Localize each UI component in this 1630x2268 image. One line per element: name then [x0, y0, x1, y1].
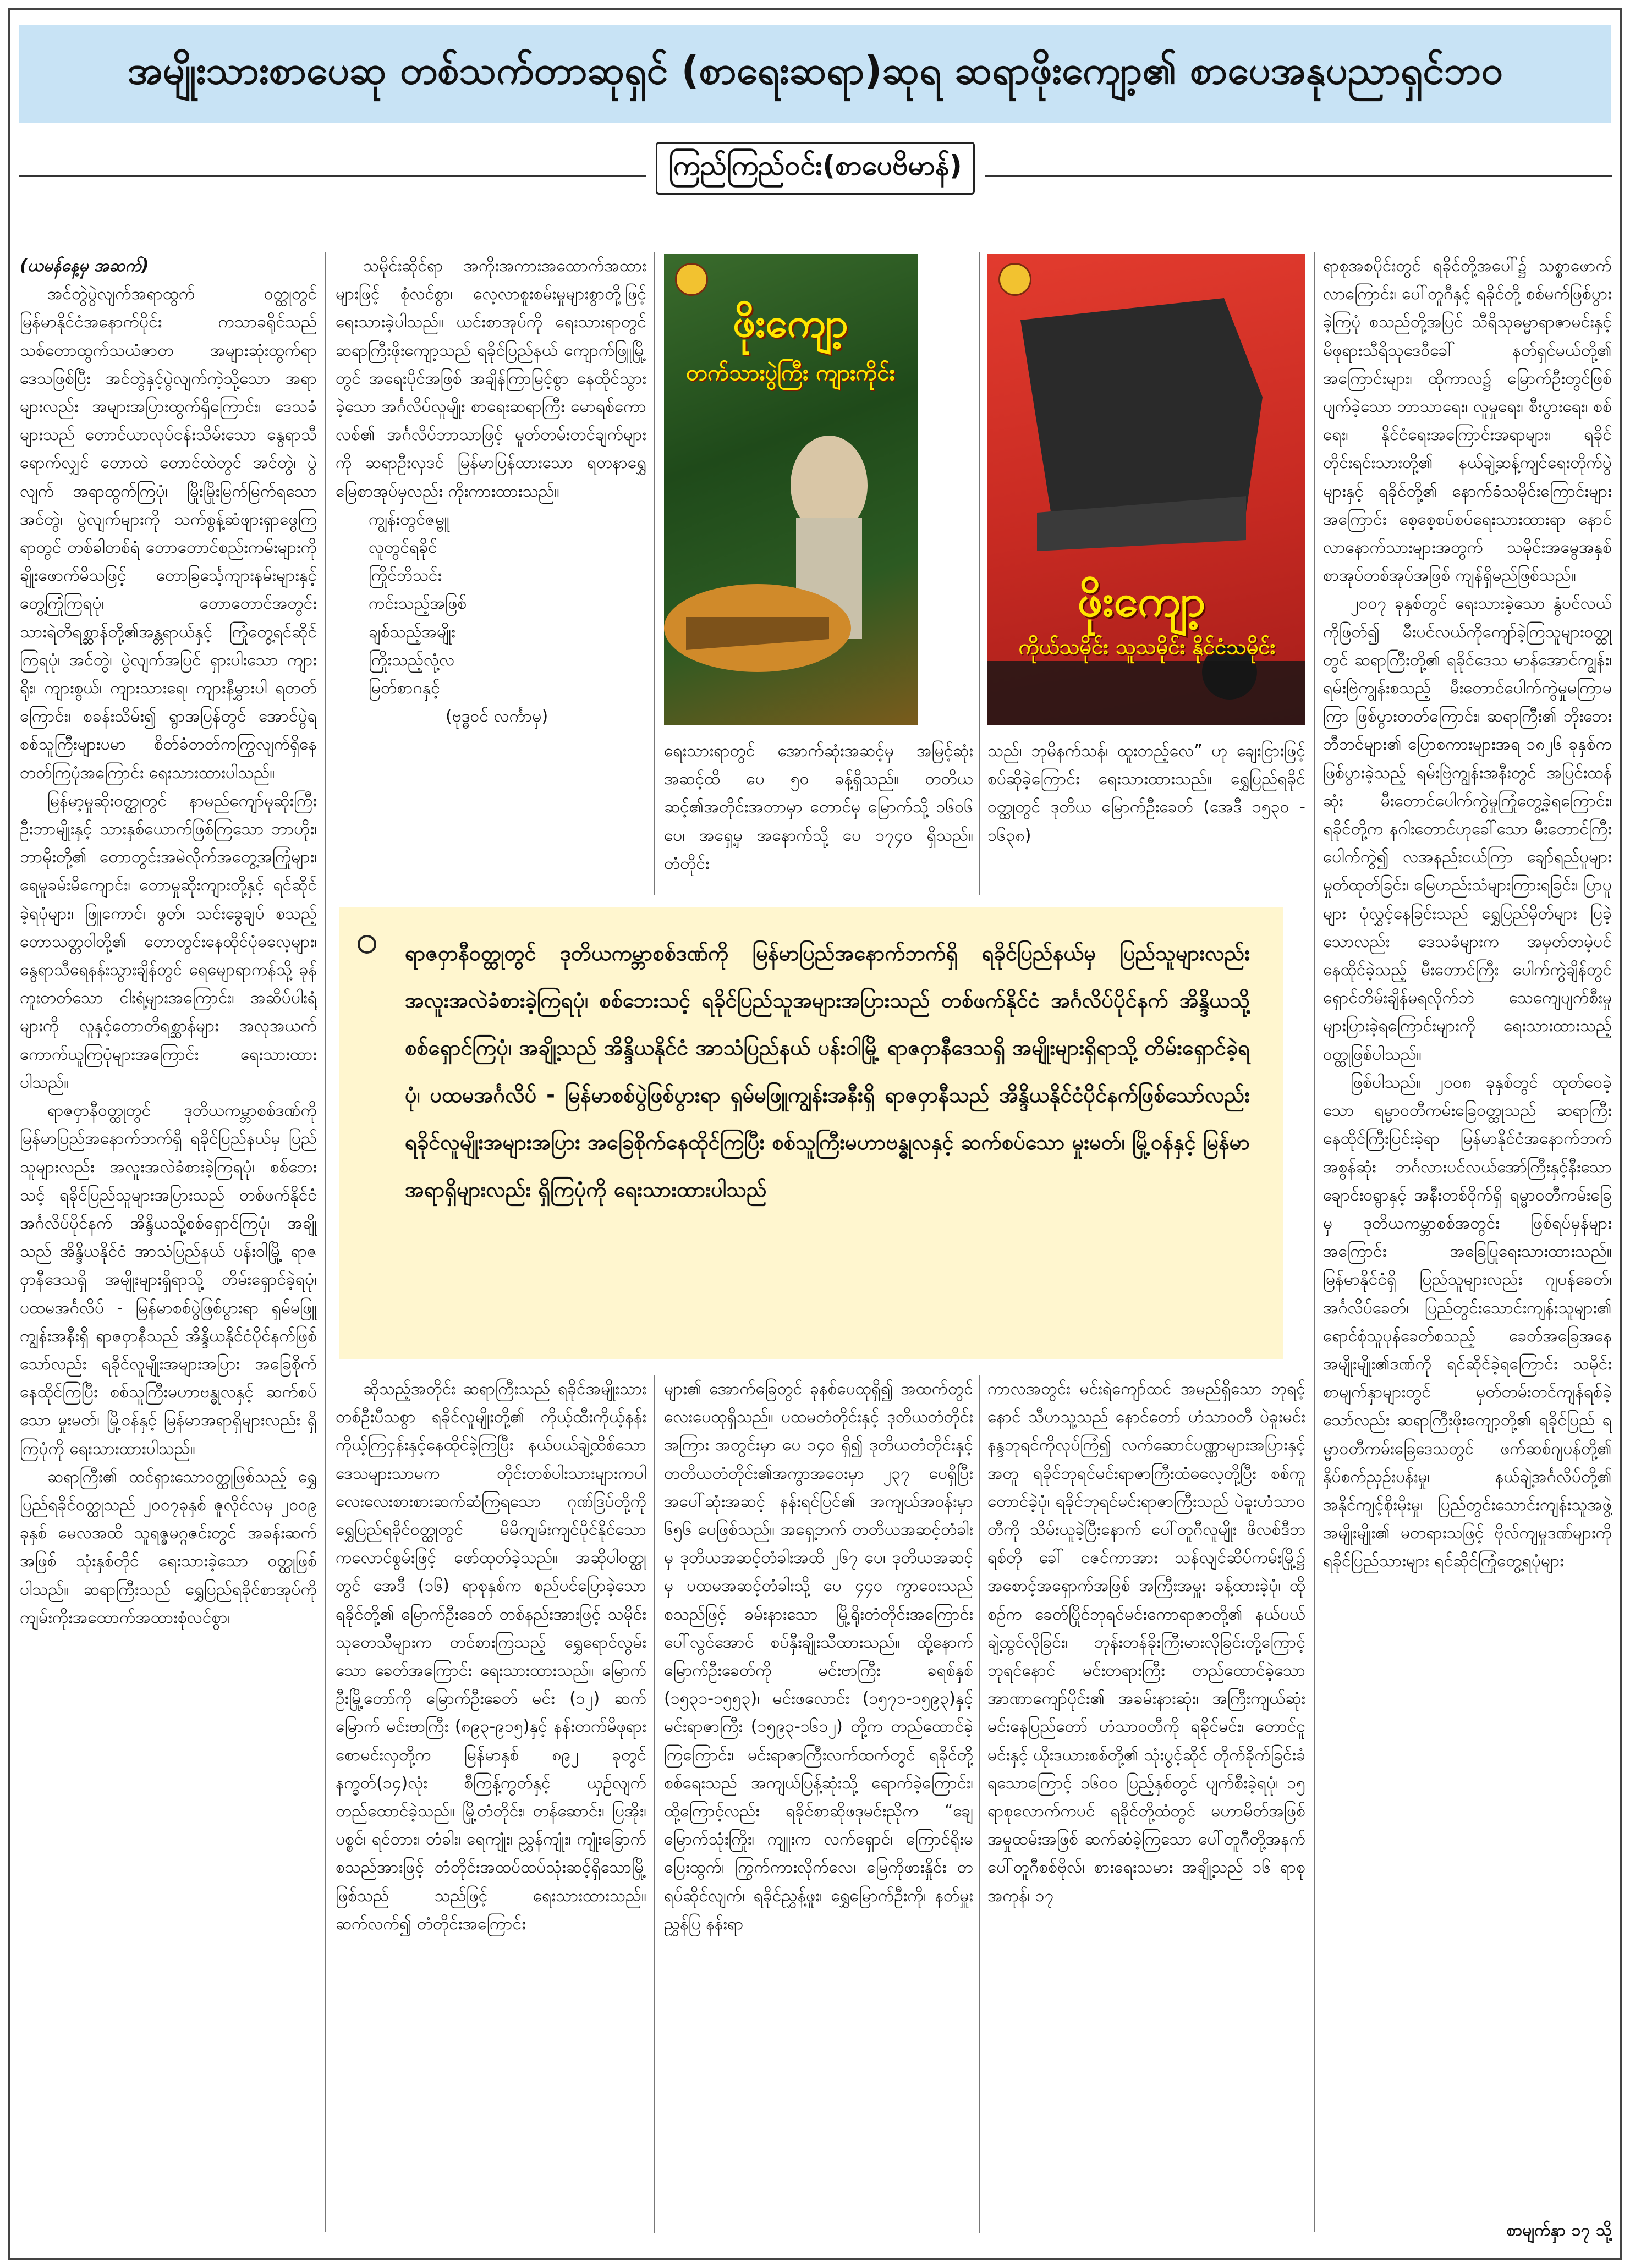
cover1-title: တက်သားပွဲကြီး ကျားကိုင်း: [686, 360, 895, 386]
lower-column-3: [664, 1375, 973, 2233]
article-title: အမျိုးသားစာပေဆု တစ်သက်တာဆုရှင် (စာရေးဆရာ)ဆုရ ဆရာဖိုးကျော့၏ စာပေအနုပညာရှင်ဘဝ: [127, 47, 1503, 93]
col1-paragraph: ဆရာကြီး၏ ထင်ရှားသောဝတ္ထုဖြစ်သည့် ရွှေပြည်ရခိုင်ဝတ္ထုသည် ၂၀၀၇ခုနှစ် ဇူလိုင်လမှ ၂၀၀၉ ခုနှစ် မေလအထိ သူရဇ္ဇမဂ္ဂဇင်းတွင် အခန်းဆက်အဖြစ် သုံးနှစ်တိုင် ရေးသားခဲ့သော ဝတ္ထုဖြစ်ပါသည်။ ဆရာကြီးသည် ရွှေပြည်ရခိုင်စာအုပ်ကို ကျမ်းကိုးအထောက်အထားစုံလင်စွာ၊: [20, 1467, 317, 1627]
col2-paragraph: သမိုင်းဆိုင်ရာ အကိုးအကားအထောက်အထားများဖြင့် စုံလင်စွာ၊ လေ့လာစူးစမ်းမှုများစွာတို့ဖြင့် ရေးသားခဲ့ပါသည်။ ယင်းစာအုပ်ကို ရေးသားရာတွင် ဆရာကြီးဖိုးကျော့သည် ရခိုင်ပြည်နယ် ကျောက်ဖြူမြို့တွင် အရေးပိုင်အဖြစ် အချိန်ကြာမြင့်စွာ နေထိုင်သွားခဲ့သော အင်္ဂလိပ်လူမျိုး စာရေးဆရာကြီး မောရစ်ကောလစ်၏ အင်္ဂလိပ်ဘာသာဖြင့် မူတ်တမ်းတင်ချက်များကို ဆရာဦးလှဒင် မြန်မာပြန်ထားသော ရတနာရွှေမြေစာအုပ်မှလည်း ကိုးကားထားသည်။: [336, 256, 646, 501]
col5-paragraph: ဖြစ်ပါသည်။ ၂၀၀၈ ခုနှစ်တွင် ထုတ်ဝေခဲ့သော ရမ္မာဝတီကမ်းခြေဝတ္ထုသည် ဆရာကြီးနေထိုင်ကြီးပြင်းခဲ့ရာ မြန်မာနိုင်ငံအနောက်ဘက်အစွန်ဆုံး ဘင်္ဂလားပင်လယ်အော်ကြီးနှင့်နီးသော ချောင်းဝရွာနှင့် အနီးတစ်ဝိုက်ရှိ ရမ္မာဝတီကမ်းခြေမှ ဒုတိယကမ္ဘာစစ်အတွင်း ဖြစ်ရပ်မှန်များအကြောင်း အခြေပြုရေးသားထားသည်။ မြန်မာနိုင်ငံရှိ ပြည်သူများလည်း ဂျပန်ခေတ်၊ အင်္ဂလိပ်ခေတ်၊ ပြည်တွင်းသောင်းကျန်းသူများ၏ ရောင်စုံသူပုန်ခေတ်စသည့် ခေတ်အခြေအနေအမျိုးမျိုး၏ဒဏ်ကို ရင်ဆိုင်ခဲ့ရကြောင်း သမိုင်းစာမျက်နှာများတွင် မှတ်တမ်းတင်ကျန်ရစ်ခဲ့သော်လည်း ဆရာကြီးဖိုးကျော့တို့၏ ရခိုင်ပြည် ရမ္မာဝတီကမ်းခြေဒေသတွင် ဖက်ဆစ်ဂျပန်တို့၏ နှိပ်စက်ညှဉ်းပန်းမှု၊ နယ်ချဲ့အင်္ဂလိပ်တို့၏ အနိုင်ကျင့်စိုးမိုးမှု၊ ပြည်တွင်းသောင်းကျန်းသူအဖွဲ့အမျိုးမျိုး၏ မတရားသဖြင့် ဗိုလ်ကျမှုဒဏ်များကို ရခိုင်ပြည်သားများ ရင်ဆိုင်ကြုံတွေ့ရပုံများ: [1323, 1072, 1612, 1571]
lower-column-2: [336, 1375, 646, 2233]
cover2-title: ကိုယ်သမိုင်း သူသမိုင်း နိုင်ငံသမိုင်း: [1018, 635, 1276, 659]
verse-source: (ဗုဒ္ဓဝင် လင်္ကာမှ): [446, 707, 548, 726]
cover2-author: ဖိုးကျော့: [1077, 575, 1206, 626]
col5-paragraph: ရာစုအစပိုင်းတွင် ရခိုင်တို့အပေါ်၌ သစ္စာဖောက်လာကြောင်း၊ ပေါ်တူဂီနှင့် ရခိုင်တို့ စစ်မက်ဖြစ်ပွားခဲ့ကြပုံ စသည်တို့အပြင် သီရိသုဓမ္မာရာဇာမင်းနှင့် မိဖုရားသီရိသုဒေဝီခေါ် နတ်ရှင်မယ်တို့၏ အကြောင်းများ၊ ထိုကာလ၌ မြောက်ဦးတွင်ဖြစ်ပျက်ခဲ့သော ဘာသာရေး၊ လူမှုရေး၊ စီးပွားရေး၊ စစ်ရေး၊ နိုင်ငံရေးအကြောင်းအရာများ၊ ရခိုင်တိုင်းရင်းသားတို့၏ နယ်ချဲ့ဆန့်ကျင်ရေးတိုက်ပွဲများနှင့် ရခိုင်တို့၏ နောက်ခံသမိုင်းကြောင်းများအကြောင်း စေ့စေ့စပ်စပ်ရေးသားထားရာ နောင်လာနောက်သားများအတွက် သမိုင်းအမွေအနှစ် စာအုပ်တစ်အုပ်အဖြစ် ကျန်ရှိမည်ဖြစ်သည်။: [1323, 256, 1612, 586]
middle-paragraph: သည်၊ ဘုမိနက်သန်၊ ထူးတည့်လေ” ဟု ချေးငြားဖြင့် စပ်ဆိုခဲ့ကြောင်း ရေးသားထားသည်။ ရွှေပြည်ရခိုင်ဝတ္ထုတွင် ဒုတိယ မြောက်ဦးခေတ် (အေဒီ ၁၅၃၀ - ၁၆၃၈): [987, 741, 1305, 845]
middle-col-a: [664, 737, 973, 902]
col1-paragraph: အင်တွဲပွဲလျက်အရာထွက် ဝတ္ထုတွင် မြန်မာနိုင်ငံအနောက်ပိုင်း ကသာခရိုင်သည် သစ်တောထွက်သယံဇာတ အများဆုံးထွက်ရာ ဒေသဖြစ်ပြီး အင်တွဲနှင့်ပွဲလျက်ကဲ့သို့သော အရာများလည်း အများအပြားထွက်ရှိကြောင်း၊ ဒေသခံများသည် တောင်ယာလုပ်ငန်းသိမ်းသော နွေရာသီရောက်လျှင် တောထဲ တောင်ထဲတွင် အင်တွဲ၊ ပွဲလျက် အရာထွက်ကြပုံ၊ မြိုးမြိုးမြက်မြက်ရသော အင်တွဲ၊ ပွဲလျက်များကို သက်စွန့်ဆံဖျားရှာဖွေကြရာတွင် တစ်ခါတစ်ရံ တောတောင်စည်းကမ်းများကို ချိုးဖောက်မိသဖြင့် တောခြင်္သေ့ကျားနမ်းများနှင့် တွေ့ကြုံကြရပုံ၊ တောတောင်အတွင်း သားရဲတိရစ္ဆာန်တို့၏အန္တရာယ်နှင့် ကြုံတွေ့ရင်ဆိုင်ကြရပုံ၊ အင်တွဲ၊ ပွဲလျက်အပြင် ရှားပါးသော ကျားရိုး၊ ကျားစွယ်၊ ကျားသားရေ၊ ကျားနီမွှားပါ ရတတ်ကြောင်း၊ စခန်းသိမ်း၍ ရွာအပြန်တွင် အောင်ပွဲရ စစ်သူကြီးများပမာ စိတ်ခံတတ်ကကြွလျက်ရှိနေတတ်ကြပုံအကြောင်း ရေးသားထားပါသည်။: [20, 284, 317, 783]
column-rule: [1314, 252, 1315, 2232]
column-rule: [979, 252, 980, 895]
byline-rule-left: [19, 175, 646, 177]
lower-paragraph: ဆိုသည့်အတိုင်း ဆရာကြီးသည် ရခိုင်အမျိုးသားတစ်ဦးပီသစွာ ရခိုင်လူမျိုးတို့၏ ကိုယ့်ထီးကိုယ့်နန်း ကိုယ့်ကြငှန်းနှင့်နေထိုင်ခဲ့ကြပြီး နယ်ပယ်ချဲ့ထိစ်သော ဒေသများသာမက တိုင်းတစ်ပါးသားများကပါ လေးလေးစားစားဆက်ဆံကြရသော ဂုဏ်ဒြပ်တို့ကို ရွှေပြည်ရခိုင်ဝတ္ထုတွင် မိမိကျမ်းကျင်ပိုင်နိုင်သော ကလောင်စွမ်းဖြင့် ဖော်ထုတ်ခဲ့သည်။ အဆိုပါဝတ္ထုတွင် အေဒီ (၁၆) ရာစုနှစ်က စည်ပင်ပြောခဲ့သော ရခိုင်တို့၏ မြောက်ဦးခေတ် တစ်နည်းအားဖြင့် သမိုင်းသုတေသီများက တင်စားကြသည့် ရွှေရောင်လွမ်းသော ခေတ်အကြောင်း ရေးသားထားသည်။ မြောက်ဦးမြို့တော်ကို မြောက်ဦးခေတ် မင်း (၁၂) ဆက်မြောက် မင်းဗာကြီး (၈၉၃-၉၁၅)နှင့် နန်းတက်မိဖုရား စောမင်းလှတို့က မြန်မာနှစ် ၈၉၂ ခုတွင် နက္ခတ်(၁၄)လုံး စီကြန့်ကွတ်နှင့် ယှဉ်လျက်တည်ထောင်ခဲ့သည်။ မြို့တံတိုင်း၊ တန်ဆောင်း၊ ပြအိုး၊ ပစ္စင်၊ ရင်တား၊ တံခါး၊ ရေကျုံး၊ ညွှန်ကျုံး၊ ကျုံးခြောက် စသည်အားဖြင့် တံတိုင်းအထပ်ထပ်သုံးဆင့်ရှိသောမြို့ဖြစ်သည် သည်ဖြင့် ရေးသားထားသည်။ ဆက်လက်၍ တံတိုင်းအကြောင်း: [336, 1379, 646, 1934]
col1-paragraph: ရာဇဝှာနီဝတ္ထုတွင် ဒုတိယကမ္ဘာစစ်ဒဏ်ကို မြန်မာပြည်အနောက်ဘက်ရှိ ရခိုင်ပြည်နယ်မှ ပြည်သူများလည်း အလူးအလဲခံစားခဲ့ကြရပုံ၊ စစ်ဘေးသင့် ရခိုင်ပြည်သူများအပြားသည် တစ်ဖက်နိုင်ငံ အင်္ဂလိပ်ပိုင်နက် အိန္ဒိယသို့စစ်ရှောင်ကြပုံ၊ အချို့သည် အိန္ဒိယနိုင်ငံ အာသံပြည်နယ် ပန်းဝါမြို့ ရာဇဝှာနီဒေသရှိ အမျိုးများရှိရာသို့ တိမ်းရှောင်ခဲ့ရပုံ၊ ပထမအင်္ဂလိပ် - မြန်မာစစ်ပွဲဖြစ်ပွားရာ ရှမ်မဖြူကျွန်းအနီးရှိ ရာဇဝှာနီသည် အိန္ဒိယနိုင်ငံပိုင်နက်ဖြစ်သော်လည်း ရခိုင်လူမျိုးအများအပြား အခြေစိုက်နေထိုင်ကြပြီး စစ်သူကြီးမဟာဗန္ဓုလနှင့် ဆက်စပ်သော မှုးမတ်၊ မြို့ဝန်နှင့် မြန်မာအရာရှိများလည်း ရှိကြပုံကို ရေးသားထားပါသည်။: [20, 1101, 317, 1458]
verse-line: ချစ်သည့်အမျိုး: [369, 622, 455, 642]
verse-line: လူတွင်ရခိုင်: [369, 538, 437, 558]
cover1-illustration: [664, 254, 918, 725]
verse-line: ကြိုးသည့်လုံ့လ: [369, 650, 455, 670]
middle-paragraph: ရေးသားရာတွင် အောက်ဆုံးအဆင့်မှ အမြင့်ဆုံးအဆင့်ထိ ပေ ၅၀ ခန့်ရှိသည်။ တတိယဆင့်၏အတိုင်းအတာမှာ တောင်မှ မြောက်သို့ ၁၆၀၆ ပေ၊ အရှေ့မှ အနောက်သို့ ပေ ၁၇၄၀ ရှိသည်။ တံတိုင်း: [664, 741, 973, 873]
verse-line: မြတ်စာဂနှင့်: [369, 679, 440, 698]
continued-on: [1323, 2216, 1612, 2249]
continued-on-label: စာမျက်နှာ ၁၇ သို့: [1506, 2221, 1612, 2240]
column-rule: [979, 1375, 980, 2233]
bullet-circle-icon: [358, 935, 376, 954]
column-rule: [654, 1375, 655, 2233]
column-5: [1323, 252, 1612, 2210]
column-rule: [325, 252, 326, 2232]
verse-line: ကင်းသည့်အဖြစ်: [369, 594, 467, 614]
title-band: [19, 25, 1611, 123]
column-2-upper: [336, 252, 646, 895]
middle-col-b: [987, 737, 1305, 902]
lower-paragraph: ကာလအတွင်း မင်းရဲကျော်ထင် အမည်ရှိသော ဘုရင့်နောင် သီဟသူ့သည် နောင်တော် ဟံသာဝတီ ပဲခူးမင်း နန္ဒဘုရင်ကိုလုပ်ကြံ၍ လက်ဆောင်ပဏ္ဏာများအပြားနှင့်အတူ ရခိုင်ဘုရင်မင်းရာဇာကြီးထံဓလေ့တို့ပြီး စစ်ကူတောင်ခဲ့ပုံ၊ ရခိုင်ဘုရင်မင်းရာဇာကြီးသည် ပဲခူးဟံသာဝတီကို သိမ်းယူခဲ့ပြီးနောက် ပေါ်တူဂီလူမျိုး ဖိလစ်ဒီဘရစ်တို ခေါ် ငဇင်ကာအား သန်လျင်ဆိပ်ကမ်းမြို့၌ အစောင့်အရှောက်အဖြစ် အကြီးအမှူး ခန့်ထားခဲ့ပုံ၊ ထိုစဉ်က ခေတ်ပြိုင်ဘုရင်မင်းကောရာဇာတို့၏ နယ်ပယ်ချဲ့ထွင်လိုခြင်း၊ ဘုန်းတန်ခိုးကြီးမားလိုခြင်းတို့ကြောင့် ဘုရင်နောင် မင်းတရားကြီး တည်ထောင်ခဲ့သော အာဏာကျော်ပိုင်း၏ အခမ်းနားဆုံး၊ အကြီးကျယ်ဆုံး မင်းနေပြည်တော် ဟံသာဝတီကို ရခိုင်မင်း၊ တောင်ငူမင်းနှင့် ယိုးဒယားစစ်တို့၏ သုံးပွင့်ဆိုင် တိုက်ခိုက်ခြင်းခံရသောကြောင့် ၁၆၀၀ ပြည့်နှစ်တွင် ပျက်စီးခဲ့ရပုံ၊ ၁၅ ရာစုလောက်ကပင် ရခိုင်တို့ထံတွင် မဟာမိတ်အဖြစ် အမှုထမ်းအဖြစ် ဆက်ဆံခဲ့ကြသော ပေါ်တူဂီတို့အနက် ပေါ်တူဂီစစ်ဗိုလ်၊ စားရေးသမား အချို့သည် ၁၆ ရာစုအကုန်၊ ၁၇: [987, 1379, 1305, 1906]
verse-line: ကျွန်းတွင်ဇမ္ဗူ: [369, 509, 449, 529]
column-1: [20, 252, 317, 2243]
lower-column-4: [987, 1375, 1305, 2233]
col1-paragraph: မြန်မာ့မှုဆိုးဝတ္ထုတွင် နာမည်ကျော်မုဆိုးကြီး ဦးဘာမျိုးနှင့် သားနှစ်ယောက်ဖြစ်ကြသော ဘာဟိုး၊ ဘာမိုးတို့၏ တောတွင်းအမဲလိုက်အတွေ့အကြုံများ၊ ရေမူခမ်းမိကျောင်း၊ တောမှုဆိုးကျားတို့နှင့် ရင်ဆိုင်ခဲ့ရပုံများ၊ ဖြူကောင်၊ ဖွတ်၊ သင်းခွေချပ် စသည့်တောသတ္တဝါတို့၏ တောတွင်းနေထိုင်ပုံဓလေ့များ၊ နွေရာသီရေနန်းသွားချိန်တွင် ရေမျောရာကန်သို့ ခုန်ကူးတတ်သော ငါးရံ့များအကြောင်း၊ အဆိပ်ပါးရံ့များကို လူနှင့်တောတိရစ္ဆာန်များ အလုအယက်ကောက်ယူကြပုံများအကြောင်း ရေးသားထားပါသည်။: [20, 791, 317, 1092]
book-cover-2: [987, 254, 1305, 725]
byline-rule-right: [985, 175, 1612, 177]
pull-quote-text: ရာဇဝှာနီဝတ္ထုတွင် ဒုတိယကမ္ဘာစစ်ဒဏ်ကို မြန်မာပြည်အနောက်ဘက်ရှိ ရခိုင်ပြည်နယ်မှ ပြည်သူများလည်း အလူးအလဲခံစားခဲ့ကြရပုံ၊ စစ်ဘေးသင့် ရခိုင်ပြည်သူအများအပြားသည် တစ်ဖက်နိုင်ငံ အင်္ဂလိပ်ပိုင်နက် အိန္ဒိယသို့စစ်ရှောင်ကြပုံ၊ အချို့သည် အိန္ဒိယနိုင်ငံ အာသံပြည်နယ် ပန်းဝါမြို့ ရာဇဝှာနီဒေသရှိ အမျိုးများရှိရာသို့ တိမ်းရှောင်ခဲ့ရပုံ၊ ပထမအင်္ဂလိပ် - မြန်မာစစ်ပွဲဖြစ်ပွားရာ ရှမ်မဖြူကျွန်းအနီးရှိ ရာဇဝှာနီသည် အိန္ဒိယနိုင်ငံပိုင်နက်ဖြစ်သော်လည်း ရခိုင်လူမျိုးအများအပြား အခြေစိုက်နေထိုင်ကြပြီး စစ်သူကြီးမဟာဗန္ဓုလနှင့် ဆက်စပ်သော မှုးမတ်၊ မြို့ဝန်နှင့် မြန်မာအရာရှိများလည်း ရှိကြပုံကို ရေးသားထားပါသည်: [405, 941, 1250, 1202]
lower-paragraph: များ၏ အောက်ခြေတွင် ခုနစ်ပေထုရှိ၍ အထက်တွင် လေးပေထုရှိသည်။ ပထမတံတိုင်းနှင့် ဒုတိယတံတိုင်းအကြား အတွင်းမှာ ပေ ၁၄၀ ရှိ၍ ဒုတိယတံတိုင်းနှင့် တတိယတံတိုင်း၏အကွာအဝေးမှာ ၂၃၇ ပေရှိပြီး အပေါ်ဆုံးအဆင့် နန်းရင်ပြင်၏ အကျယ်အဝန်းမှာ ၆၅၆ ပေဖြစ်သည်။ အရှေ့ဘက် တတိယအဆင့်တံခါးမှ ဒုတိယအဆင့်တံခါးအထိ ၂၆၇ ပေ၊ ဒုတိယအဆင့်မှ ပထမအဆင့်တံခါးသို့ ပေ ၄၄၀ ကွာဝေးသည် စသည်ဖြင့် ခမ်းနားသော မြို့ရိုးတံတိုင်းအကြောင်း ပေါ်လွင်အောင် စပ်နှီးချိုးသီထားသည်။ ထို့နောက် မြောက်ဦးခေတ်ကို မင်းဗာကြီး ခရစ်နှစ် (၁၅၃၁-၁၅၅၃)၊ မင်းဖလောင်း (၁၅၇၁-၁၅၉၃)နှင့် မင်းရာဇာကြီး (၁၅၉၃-၁၆၁၂) တို့က တည်ထောင်ခဲ့ကြကြောင်း၊ မင်းရာဇာကြီးလက်ထက်တွင် ရခိုင်တို့စစ်ရေးသည် အကျယ်ပြန့်ဆုံးသို့ ရောက်ခဲ့ကြောင်း၊ ထို့ကြောင့်လည်း ရခိုင်စာဆိုဖဒုမင်းညိုက “ချေမြောက်သုံးကြိုး၊ ကျူးက လက်ရှောင်၊ ကြောင်ရိုးမပြေးထွက်၊ ကြွက်ကားလိုက်လေ၊ မြေကိုဖားနှိုင်း တရပ်ဆိုင်လျက်၊ ရခိုင်ညွှန့်ဖူး၊ ရွှေမြောက်ဦးကို၊ နတ်မှူးညွှန်ပြ နန်းရာ: [664, 1379, 973, 1934]
verse-line: ကြိုင်ဘိသင်း: [369, 566, 442, 586]
column-rule: [654, 252, 655, 895]
col5-paragraph: ၂၀၀၇ ခုနှစ်တွင် ရေးသားခဲ့သော နွံပင်လယ်ကိုဖြတ်၍ မီးပင်လယ်ကိုကျော်ခဲ့ကြသူများဝတ္ထုတွင် ဆရာကြီးတို့၏ ရခိုင်ဒေသ မာန်အောင်ကျွန်း၊ ရမ်းဗြဲကျွန်းစသည့် မီးတောင်ပေါက်ကွဲမှုမကြာမကြာ ဖြစ်ပွားတတ်ကြောင်း၊ ဆရာကြီး၏ ဘိုးဘေးဘီဘင်များ၏ ပြောစကားများအရ ၁၈၂၆ ခုနှစ်ကဖြစ်ပွားခဲ့သည့် ရမ်းဗြဲကျွန်းအနီးတွင် အပြင်းထန်ဆုံး မီးတောင်ပေါက်ကွဲမှုကြုံတွေ့ခဲ့ရကြောင်း၊ ရခိုင်တို့က နဂါးတောင်ဟုခေါ်သော မီးတောင်ကြီးပေါက်ကွဲ၍ လအနည်းငယ်ကြာ ချော်ရည်ပူများ မှုတ်ထုတ်ခြင်း၊ မြေဟည်းသံများကြားရခြင်း၊ ပြာပူများ ပုံလွှင့်နေခြင်းသည် ရွှေပြည်မှိတ်များ ပြခဲ့သောလည်း ဒေသခံများက အမှတ်တမဲ့ပင် နေထိုင်ခဲ့သည့် မီးတောင်ကြီး ပေါက်ကွဲချိန်တွင် ရှောင်တိမ်းချိန်မရလိုက်ဘဲ သေကျေပျက်စီးမှု များပြားခဲ့ရကြောင်းများကို ရေးသားထားသည့် ဝတ္ထုဖြစ်ပါသည်။: [1323, 594, 1612, 1064]
byline: ကြည်ကြည်ဝင်း(စာပေဗိမာန်): [656, 142, 975, 195]
book-cover-1: [664, 254, 918, 725]
cover1-author: ဖိုးကျော့: [733, 300, 848, 346]
pull-quote: [339, 907, 1283, 1359]
continued-from: (ယမန်နေ့မှ အဆက်): [20, 256, 149, 276]
